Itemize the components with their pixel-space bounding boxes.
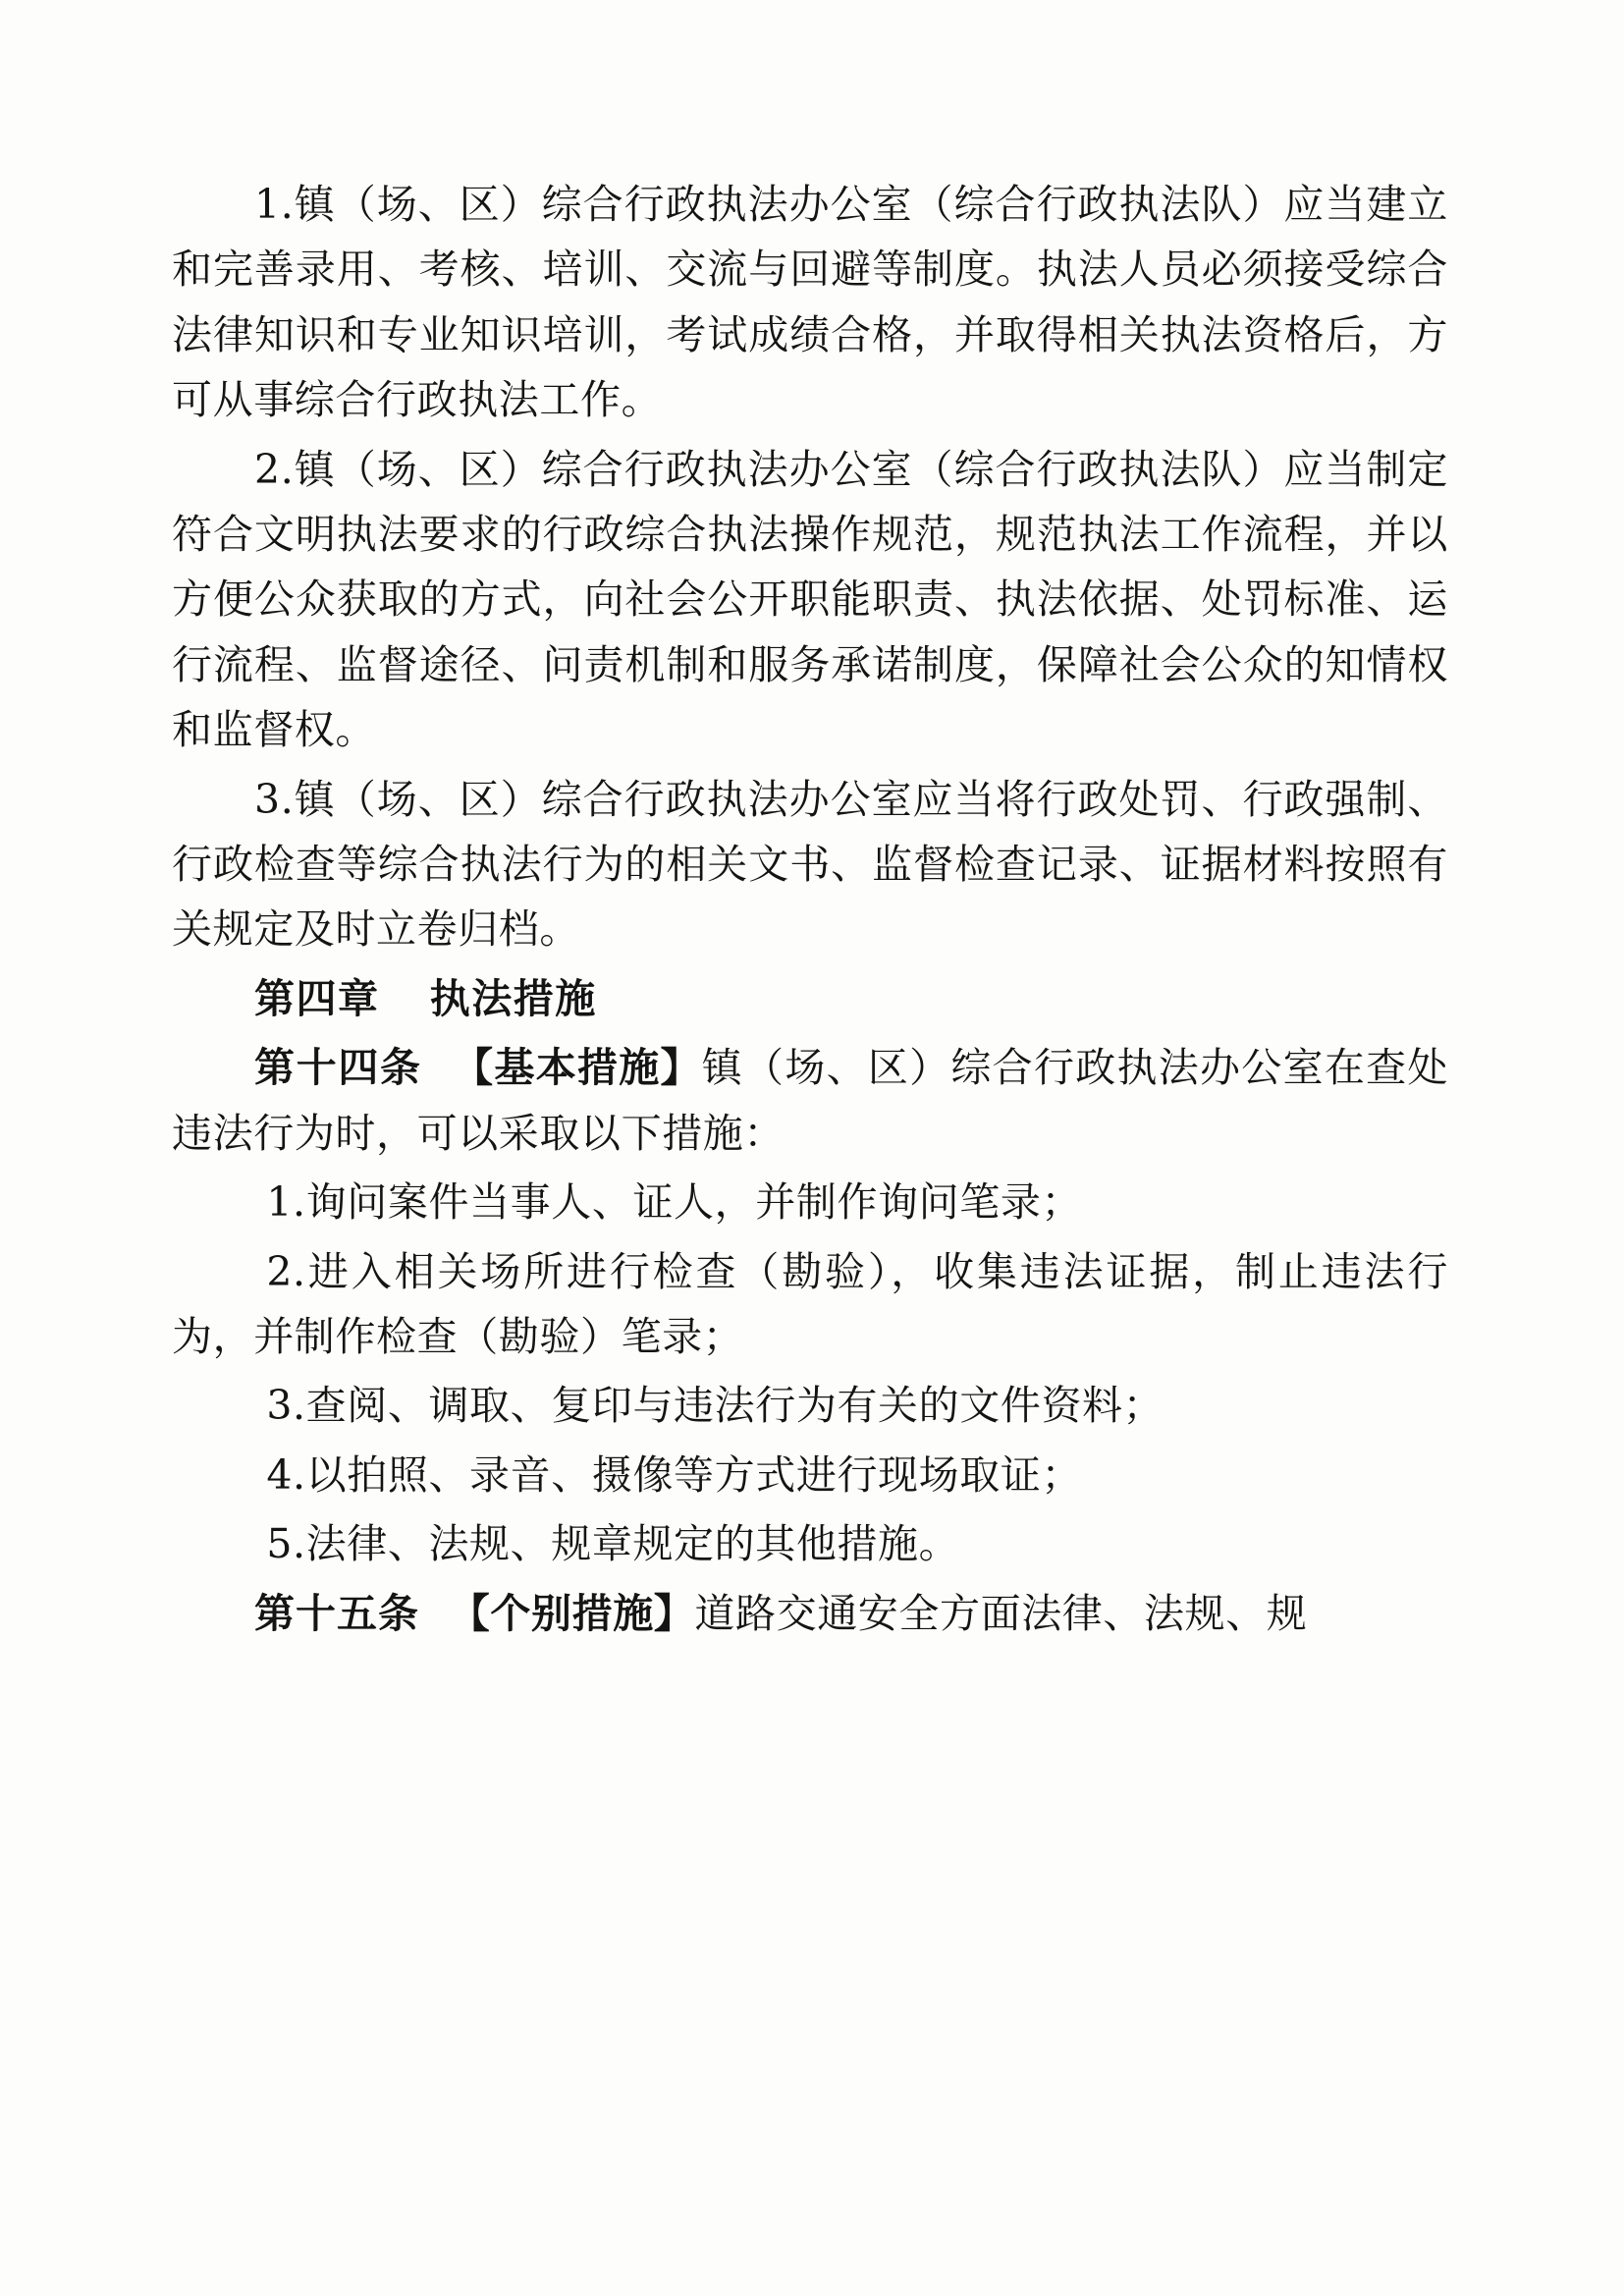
- chapter-heading: [172, 966, 1448, 1031]
- measure-item-4: 4.以拍照、录音、摄像等方式进行现场取证；: [266, 1450, 1083, 1499]
- article-15-body: 道路交通安全方面法律、法规、规: [694, 1589, 1308, 1637]
- paragraph-item-3: 3.镇（场、区）综合行政执法办公室应当将行政处罚、行政强制、行政检查等综合执法行为的相关文书、监督检查记录、证据材料按照有关规定及时立卷归档。: [172, 775, 1448, 954]
- measure-item-2: 2.进入相关场所进行检查（勘验），收集违法证据，制止违法行为，并制作检查（勘验）笔录；: [172, 1247, 1448, 1360]
- paragraph-item-2: 2.镇（场、区）综合行政执法办公室（综合行政执法队）应当制定符合文明执法要求的行政综合执法操作规范，规范执法工作流程，并以方便公众获取的方式，向社会公开职能职责、执法依据、处罚标准、运行流程、监督途径、问责机制和服务承诺制度，保障社会公众的知情权和监督权。: [172, 445, 1448, 754]
- measure-item-1: 1.询问案件当事人、证人，并制作询问笔录；: [266, 1178, 1083, 1227]
- chapter-title: 执法措施: [429, 974, 597, 1022]
- measure-item-3: 3.查阅、调取、复印与违法行为有关的文件资料；: [266, 1382, 1164, 1430]
- measure-item-5: 5.法律、法规、规章规定的其他措施。: [266, 1520, 960, 1568]
- article-14-tag: 【基本措施】: [452, 1044, 702, 1092]
- page-content: [172, 172, 1448, 1650]
- article-14-number: 第十四条: [254, 1044, 422, 1092]
- article-14: [172, 1035, 1448, 1166]
- paragraph-item-1: 1.镇（场、区）综合行政执法办公室（综合行政执法队）应当建立和完善录用、考核、培训、交流与回避等制度。执法人员必须接受综合法律知识和专业知识培训，考试成绩合格，并取得相关执法资格后，方可从事综合行政执法工作。: [172, 181, 1448, 424]
- article-14-body: 镇（场、区）综合行政执法办公室在查处违法行为时，可以采取以下措施：: [172, 1044, 1448, 1157]
- article-15-number: 第十五条: [254, 1589, 420, 1637]
- chapter-number: 第四章: [254, 974, 380, 1022]
- article-15: [172, 1581, 1448, 1646]
- article-15-tag: 【个别措施】: [449, 1589, 695, 1637]
